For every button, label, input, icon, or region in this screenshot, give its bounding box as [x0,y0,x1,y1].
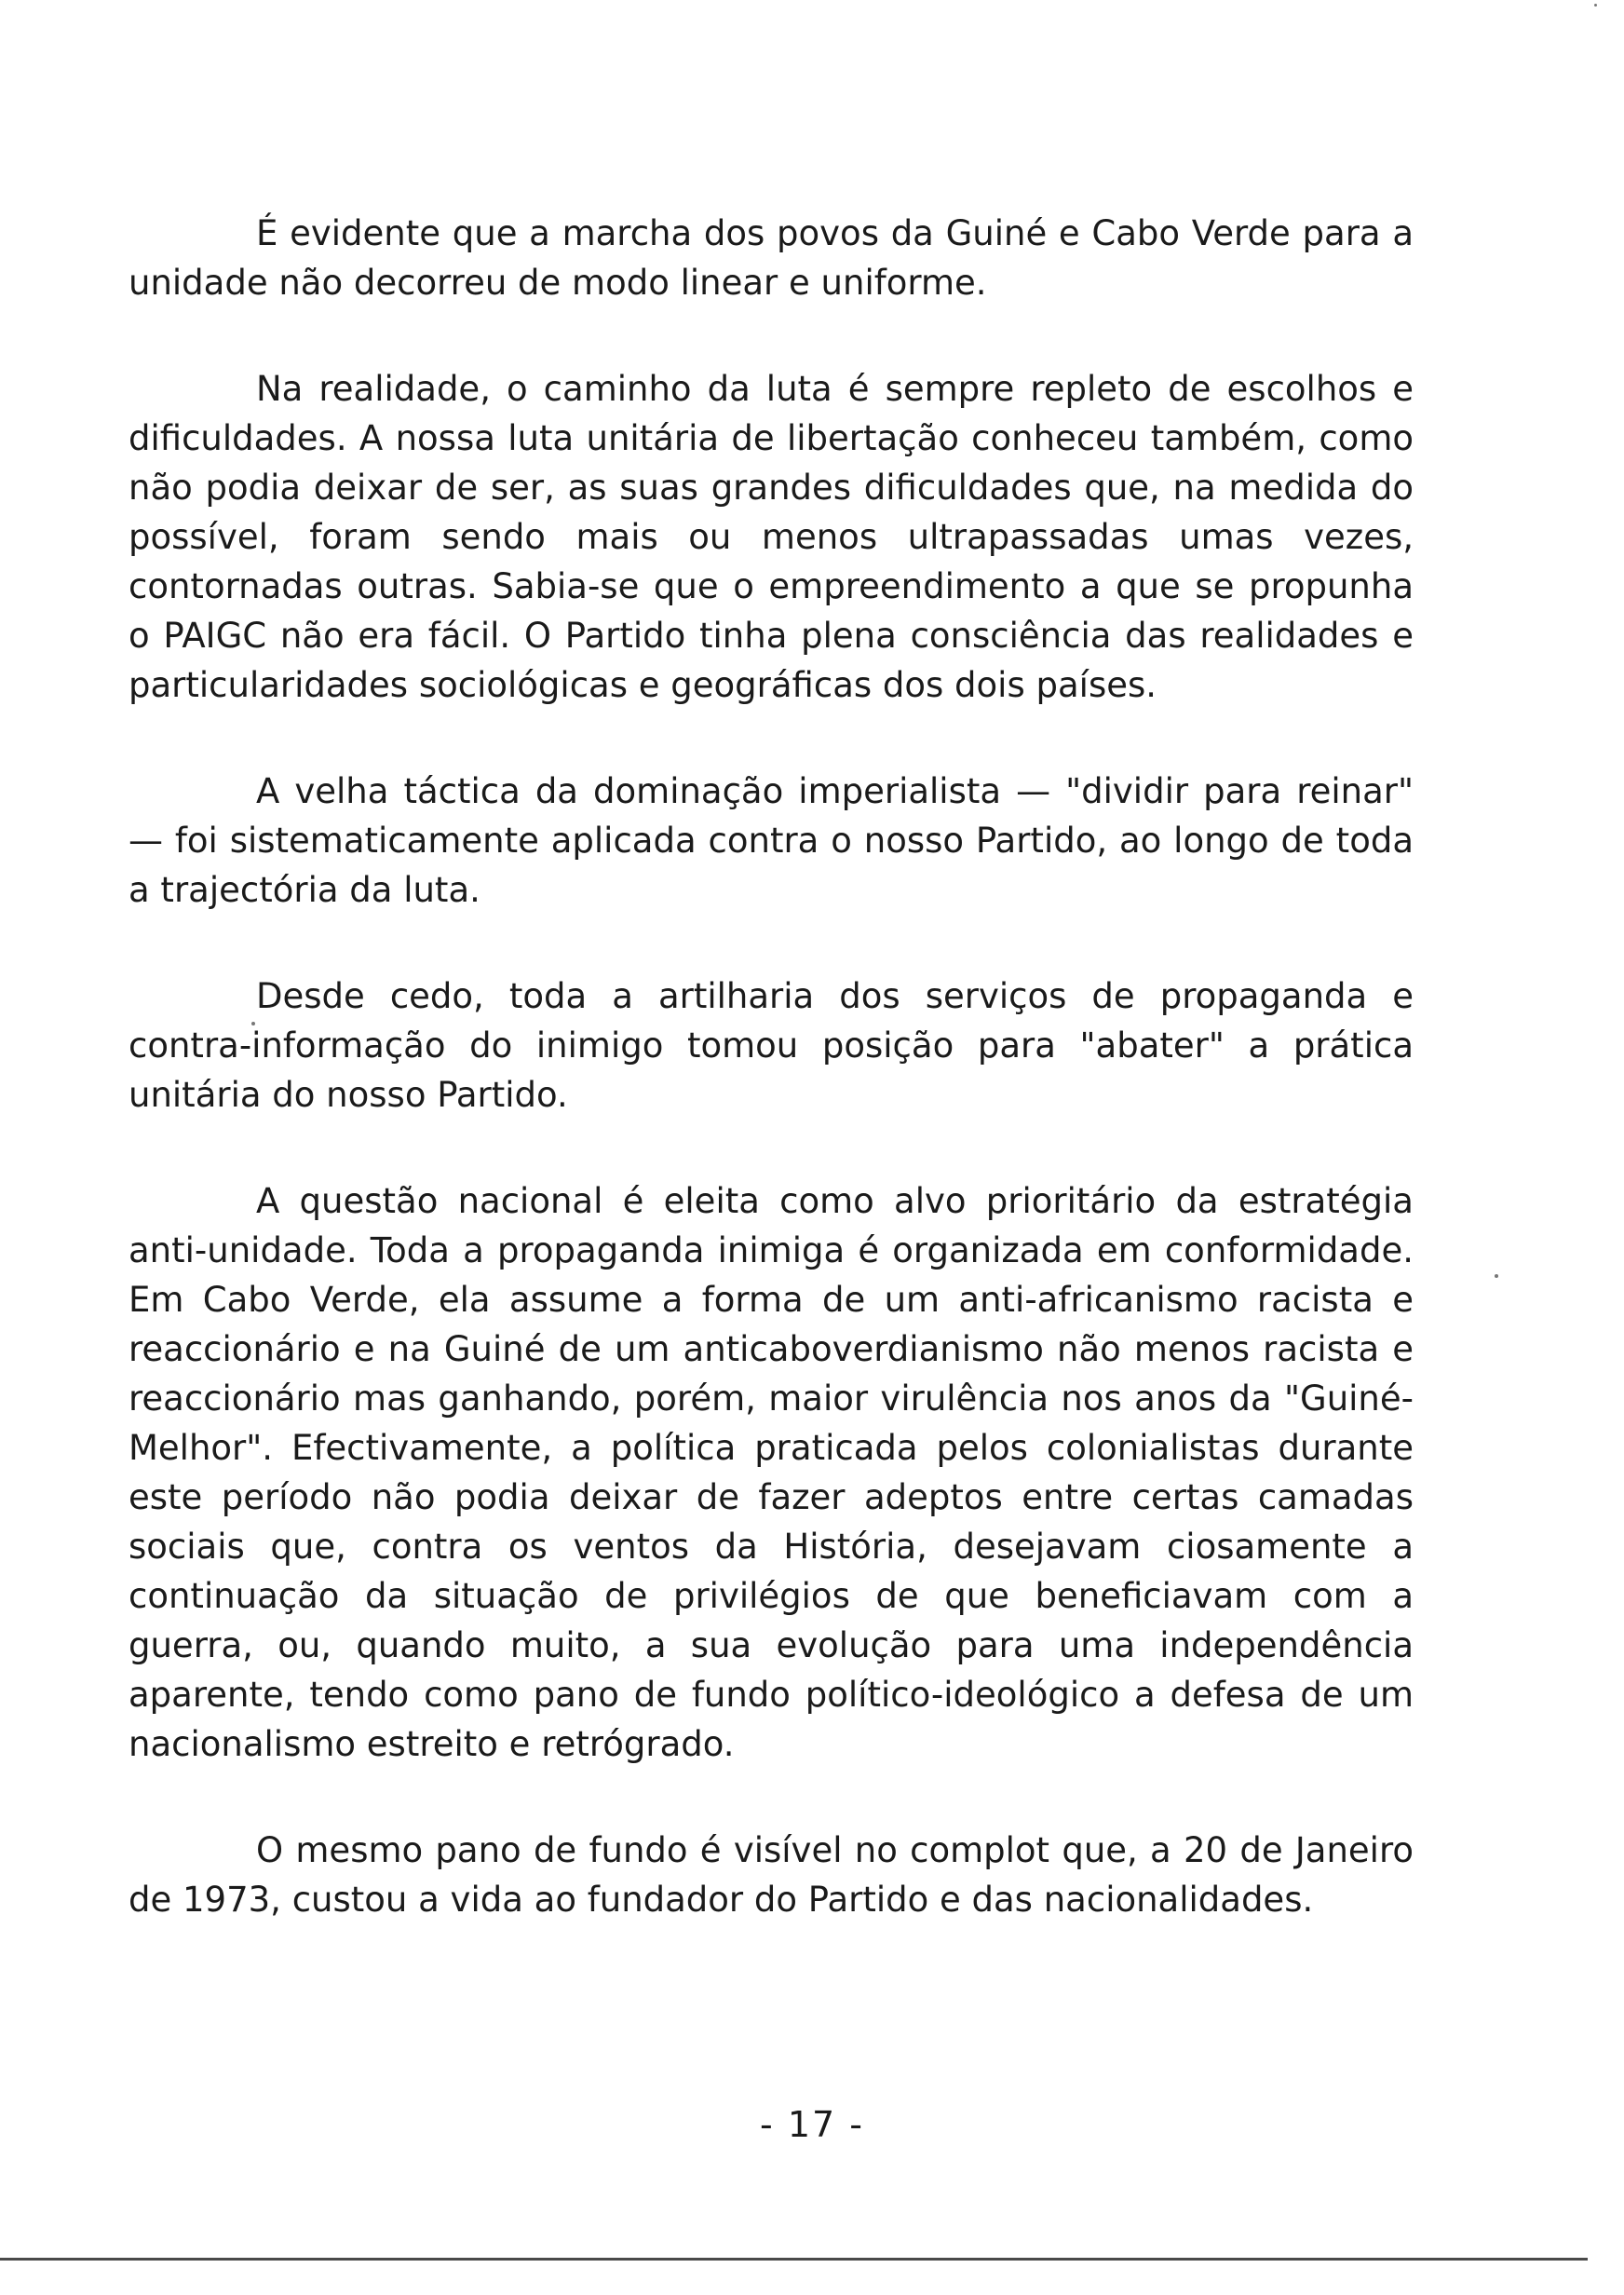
bottom-edge-rule [0,2258,1588,2261]
paragraph-6: O mesmo pano de fundo é visível no complot que, a 20 de Janeiro de 1973, custou a vida ao fundador do Partido e das nacionalidades. [129,1830,1414,1920]
paragraph-3: A velha táctica da dominação imperialista — "dividir para reinar" — foi sistematicamente aplicada contra o nosso Partido, ao longo de toda a trajectória da luta. [129,771,1414,910]
paragraph-5: A questão nacional é eleita como alvo prioritário da estratégia anti-unidade. Toda a propaganda inimiga é organizada em conformidade. Em Cabo Verde, ela assume a forma de um anti-africanismo racista e reaccionário e na Guiné de um anticaboverdianismo não menos racista e reaccionário mas ganhando, porém, maior virulência nos anos da "Guiné-Melhor". Efectivamente, a política praticada pelos colonialistas durante este período não podia deixar de fazer adeptos entre certas camadas sociais que, contra os ventos da História, desejavam ciosamente a continuação da situação de privilégios de que beneficiavam com a guerra, ou, quando muito, a sua evolução para uma independência aparente, tendo como pano de fundo político-ideológico a defesa de um nacionalismo estreito e retrógrado. [129,1181,1414,1764]
paragraph-2: Na realidade, o caminho da luta é sempre repleto de escolhos e dificuldades. A nossa luta unitária de libertação conheceu também, como não podia deixar de ser, as suas grandes dificuldades que, na medida do possível, foram sendo mais ou menos ultrapassadas umas vezes, contornadas outras. Sabia-se que o empreendimento a que se propunha o PAIGC não era fácil. O Partido tinha plena consciência das realidades e particularidades sociológicas e geográficas dos dois países. [129,369,1414,705]
scan-speck-3 [1594,4,1597,7]
scan-speck-1 [251,1022,255,1025]
paragraph-1: É evidente que a marcha dos povos da Guiné e Cabo Verde para a unidade não decorreu de modo linear e uniforme. [129,213,1414,303]
page-number: - 17 - [760,2104,864,2145]
paragraph-4: Desde cedo, toda a artilharia dos serviços de propaganda e contra-informação do inimigo tomou posição para "abater" a prática unitária do nosso Partido. [129,976,1414,1115]
scan-speck-2 [1495,1274,1498,1278]
body-text [129,209,1414,1981]
